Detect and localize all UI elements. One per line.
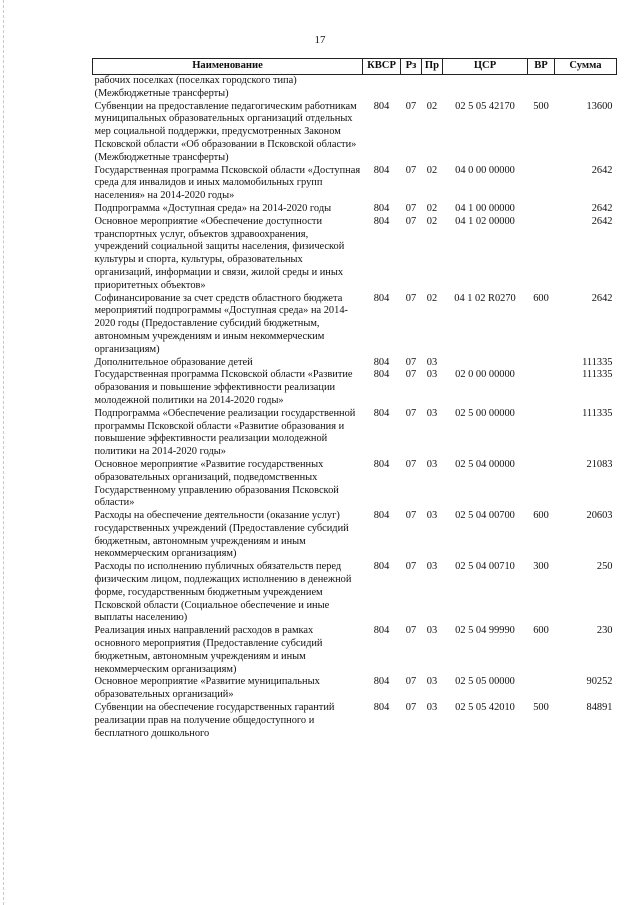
cell-amount: 2642 <box>591 215 613 227</box>
header-name: Наименование <box>93 59 363 75</box>
cell-kvsr: 804 <box>373 164 390 176</box>
table-row <box>93 676 617 702</box>
cell-name: Дополнительное образование детей <box>94 356 253 368</box>
cell-kvsr: 804 <box>373 202 390 214</box>
cell-rz: 07 <box>405 164 417 176</box>
cell-vr <box>528 357 555 370</box>
header-amount: Сумма <box>555 59 617 75</box>
cell-amount: 250 <box>596 561 613 573</box>
cell-rz: 07 <box>405 292 417 304</box>
cell-pr: 02 <box>426 215 438 227</box>
cell-pr: 03 <box>426 510 438 522</box>
cell-pr: 03 <box>426 561 438 573</box>
cell-rz: 07 <box>405 561 417 573</box>
cell-pr: 03 <box>426 356 438 368</box>
cell-kvsr: 804 <box>373 407 390 419</box>
cell-csr: 02 5 04 00000 <box>455 458 515 470</box>
cell-vr <box>528 369 555 407</box>
cell-name: Основное мероприятие «Обеспечение доступности транспортных услуг, объектов здравоохранения, учреждений социальной защиты населения, физической культуры и спорта, культуры, образовательных организаций, информации и связи, жилой среды и иных приоритетных объектов» <box>94 215 345 291</box>
table-row <box>93 216 617 293</box>
cell-kvsr: 804 <box>373 215 390 227</box>
cell-amount <box>555 75 617 101</box>
cell-vr: 600 <box>533 292 549 304</box>
cell-csr: 04 1 02 00000 <box>455 215 515 227</box>
cell-kvsr: 804 <box>373 356 390 368</box>
page-number: 17 <box>314 34 326 46</box>
cell-name: рабочих поселках (поселках городского типа) (Межбюджетные трансферты) <box>94 75 297 99</box>
cell-amount: 2642 <box>591 202 613 214</box>
cell-vr <box>528 459 555 510</box>
cell-kvsr: 804 <box>373 702 390 714</box>
cell-pr: 02 <box>426 164 438 176</box>
cell-rz: 07 <box>405 100 417 112</box>
table-header-row <box>93 59 617 75</box>
cell-csr: 04 1 00 00000 <box>455 202 515 214</box>
cell-rz: 07 <box>405 702 417 714</box>
cell-csr <box>443 357 528 370</box>
scan-margin-line <box>3 0 4 905</box>
cell-name: Субвенции на предоставление педагогическим работникам муниципальных образовательных организаций отдельных мер социальной поддержки, предусмотренных Законом Псковской области «Об образовании в Псковской области» (Межбюджетные трансферты) <box>94 100 357 163</box>
header-csr: ЦСР <box>443 59 528 75</box>
cell-kvsr: 804 <box>373 292 390 304</box>
cell-amount: 13600 <box>586 100 613 112</box>
table-row <box>93 357 617 370</box>
cell-pr: 02 <box>426 292 438 304</box>
cell-csr: 02 5 04 00700 <box>455 510 515 522</box>
table-row <box>93 75 617 101</box>
cell-vr <box>528 75 555 101</box>
cell-csr: 04 0 00 00000 <box>455 164 515 176</box>
table-row <box>93 702 617 740</box>
cell-name: Подпрограмма «Доступная среда» на 2014-2020 годы <box>94 202 332 214</box>
cell-name: Расходы на обеспечение деятельности (оказание услуг) государственных учреждений (Предоставление субсидий бюджетным, автономным учреждениям и иным некоммерческим организациям) <box>94 510 349 560</box>
cell-vr <box>528 216 555 293</box>
table-row <box>93 203 617 216</box>
cell-rz: 07 <box>405 625 417 637</box>
table-row <box>93 101 617 165</box>
table-row <box>93 293 617 357</box>
cell-kvsr: 804 <box>373 625 390 637</box>
cell-kvsr: 804 <box>373 561 390 573</box>
cell-pr: 02 <box>426 202 438 214</box>
cell-amount: 111335 <box>582 369 613 381</box>
table-row <box>93 625 617 676</box>
cell-amount: 90252 <box>586 676 613 688</box>
table-row <box>93 459 617 510</box>
cell-vr <box>528 165 555 203</box>
table-row <box>93 369 617 407</box>
cell-csr: 02 5 05 42010 <box>455 702 515 714</box>
cell-amount: 2642 <box>591 292 613 304</box>
cell-rz: 07 <box>405 458 417 470</box>
cell-rz: 07 <box>405 676 417 688</box>
cell-amount: 20603 <box>586 510 613 522</box>
cell-vr: 500 <box>533 702 549 714</box>
cell-csr: 02 0 00 00000 <box>455 369 515 381</box>
cell-kvsr: 804 <box>373 100 390 112</box>
cell-csr: 02 5 04 99990 <box>455 625 515 637</box>
cell-vr: 600 <box>533 625 549 637</box>
cell-kvsr: 804 <box>373 458 390 470</box>
table-row <box>93 510 617 561</box>
cell-name: Реализация иных направлений расходов в рамках основного мероприятия (Предоставление субсидий бюджетным, автономным учреждениям и иным некоммерческим организациям) <box>94 625 323 675</box>
cell-rz: 07 <box>405 510 417 522</box>
cell-kvsr: 804 <box>373 676 390 688</box>
cell-name: Государственная программа Псковской области «Развитие образования и повышение эффективности реализации молодежной политики на 2014-2020 годы» <box>94 369 353 406</box>
cell-amount: 230 <box>596 625 613 637</box>
cell-rz: 07 <box>405 215 417 227</box>
cell-csr: 04 1 02 R0270 <box>454 292 516 304</box>
cell-pr: 03 <box>426 625 438 637</box>
cell-pr: 03 <box>426 676 438 688</box>
header-vr: ВР <box>528 59 555 75</box>
cell-vr <box>528 408 555 459</box>
cell-vr <box>528 203 555 216</box>
cell-pr: 02 <box>426 100 438 112</box>
cell-name: Государственная программа Псковской области «Доступная среда для инвалидов и иных маломобильных групп населения» на 2014-2020 годы» <box>94 164 361 202</box>
cell-rz: 07 <box>405 202 417 214</box>
cell-csr <box>443 75 528 101</box>
cell-amount: 111335 <box>582 407 613 419</box>
cell-rz: 07 <box>405 356 417 368</box>
cell-name: Субвенции на обеспечение государственных гарантий реализации прав на получение общедоступного и бесплатного дошкольного <box>94 702 335 739</box>
cell-rz: 07 <box>405 407 417 419</box>
cell-rz <box>401 75 422 101</box>
cell-name: Расходы по исполнению публичных обязательств перед физическим лицом, подлежащих исполнению в денежной форме, государственным бюджетным учреждением Псковской области (Социальное обеспечение и иные выплаты населению) <box>94 561 352 624</box>
budget-table <box>92 58 617 740</box>
cell-vr: 300 <box>533 561 549 573</box>
cell-pr <box>422 75 443 101</box>
cell-kvsr: 804 <box>373 369 390 381</box>
cell-csr: 02 5 05 42170 <box>455 100 515 112</box>
cell-amount: 21083 <box>586 458 613 470</box>
cell-name: Основное мероприятие «Развитие государственных образовательных организаций, подведомственных Государственному управлению образования Псковской области» <box>94 458 339 509</box>
header-pr: Пр <box>422 59 443 75</box>
table-row <box>93 165 617 203</box>
cell-name: Подпрограмма «Обеспечение реализации государственной программы Псковской области «Развитие образования и повышение эффективности реализации молодежной политики на 2014-2020 годы» <box>94 407 356 458</box>
cell-amount: 111335 <box>582 356 613 368</box>
cell-csr: 02 5 00 00000 <box>455 407 515 419</box>
cell-name: Основное мероприятие «Развитие муниципальных образовательных организаций» <box>94 676 320 701</box>
table-row <box>93 408 617 459</box>
cell-pr: 03 <box>426 458 438 470</box>
cell-vr: 500 <box>533 100 549 112</box>
cell-vr: 600 <box>533 510 549 522</box>
cell-csr: 02 5 05 00000 <box>455 676 515 688</box>
table-row <box>93 561 617 625</box>
header-kvsr: КВСР <box>363 59 401 75</box>
cell-amount: 2642 <box>591 164 613 176</box>
cell-rz: 07 <box>405 369 417 381</box>
cell-kvsr <box>363 75 401 101</box>
cell-kvsr: 804 <box>373 510 390 522</box>
cell-vr <box>528 676 555 702</box>
cell-amount: 84891 <box>586 702 613 714</box>
cell-pr: 03 <box>426 407 438 419</box>
cell-pr: 03 <box>426 702 438 714</box>
header-rz: Рз <box>401 59 422 75</box>
cell-csr: 02 5 04 00710 <box>455 561 515 573</box>
cell-name: Софинансирование за счет средств областного бюджета мероприятий подпрограммы «Доступная среда» на 2014-2020 годы (Предоставление субсидий бюджетным, автономным учреждениям и иным некоммерческим организациям) <box>94 292 348 355</box>
table-body <box>93 75 617 741</box>
cell-pr: 03 <box>426 369 438 381</box>
